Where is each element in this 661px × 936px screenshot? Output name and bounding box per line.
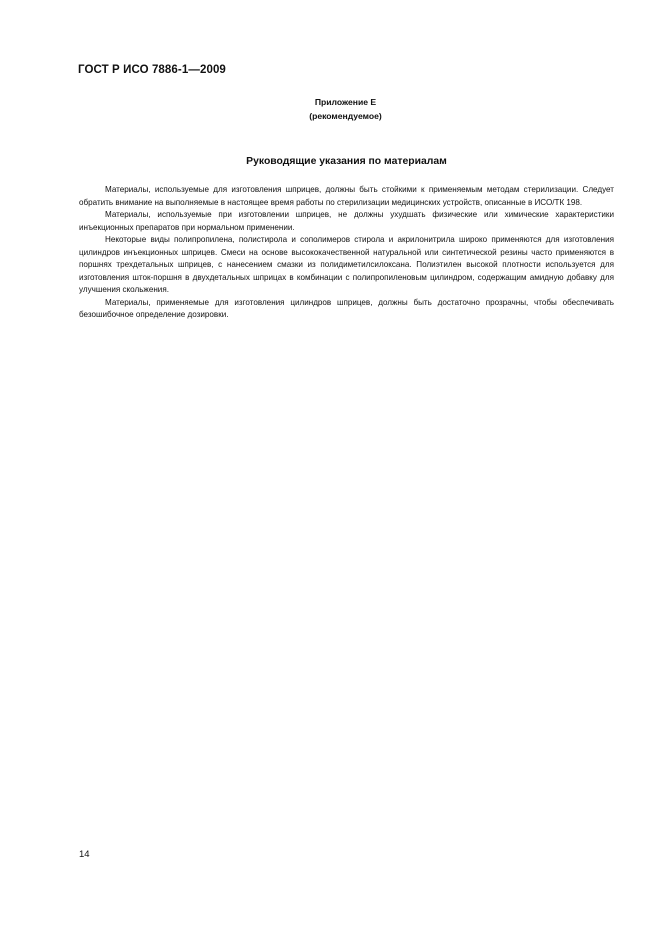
paragraph: Материалы, используемые при изготовлении шприцев, не должны ухудшать физические или химические характеристики инъекционных препаратов при нормальном применении. <box>79 210 614 232</box>
paragraph: Материалы, применяемые для изготовления цилиндров шприцев, должны быть достаточно прозрачны, чтобы обеспечивать безошибочное определение дозировки. <box>79 297 614 319</box>
annex-title: Приложение Е <box>314 97 377 107</box>
annex-heading <box>0 95 661 123</box>
body-text <box>79 184 614 322</box>
section-title: Руководящие указания по материалам <box>246 156 447 167</box>
annex-status: (рекомендуемое) <box>309 111 382 121</box>
standard-code-header: ГОСТ Р ИСО 7886-1—2009 <box>78 64 226 76</box>
page-number: 14 <box>79 849 90 860</box>
paragraph: Материалы, используемые для изготовления шприцев, должны быть стойкими к применяемым методам стерилизации. Следует обратить внимание на выполняемые в настоящее время работы по стерилизации медицинских устройств, описанные в ИСО/ТК 198. <box>79 185 614 207</box>
paragraph: Некоторые виды полипропилена, полистирола и сополимеров стирола и акрилонитрила широко применяются для изготовления цилиндров инъекционных шприцев. Смеси на основе высококачественной натуральной или синтетической резины часто применяются в поршнях трехдетальных шприцев, с нанесением смазки из полидиметилсилоксана. Полиэтилен высокой плотности используется для изготовления шток-поршня в двухдетальных шприцах в комбинации с полипропиленовым цилиндром, содержащим амидную добавку для улучшения скольжения. <box>79 235 614 294</box>
